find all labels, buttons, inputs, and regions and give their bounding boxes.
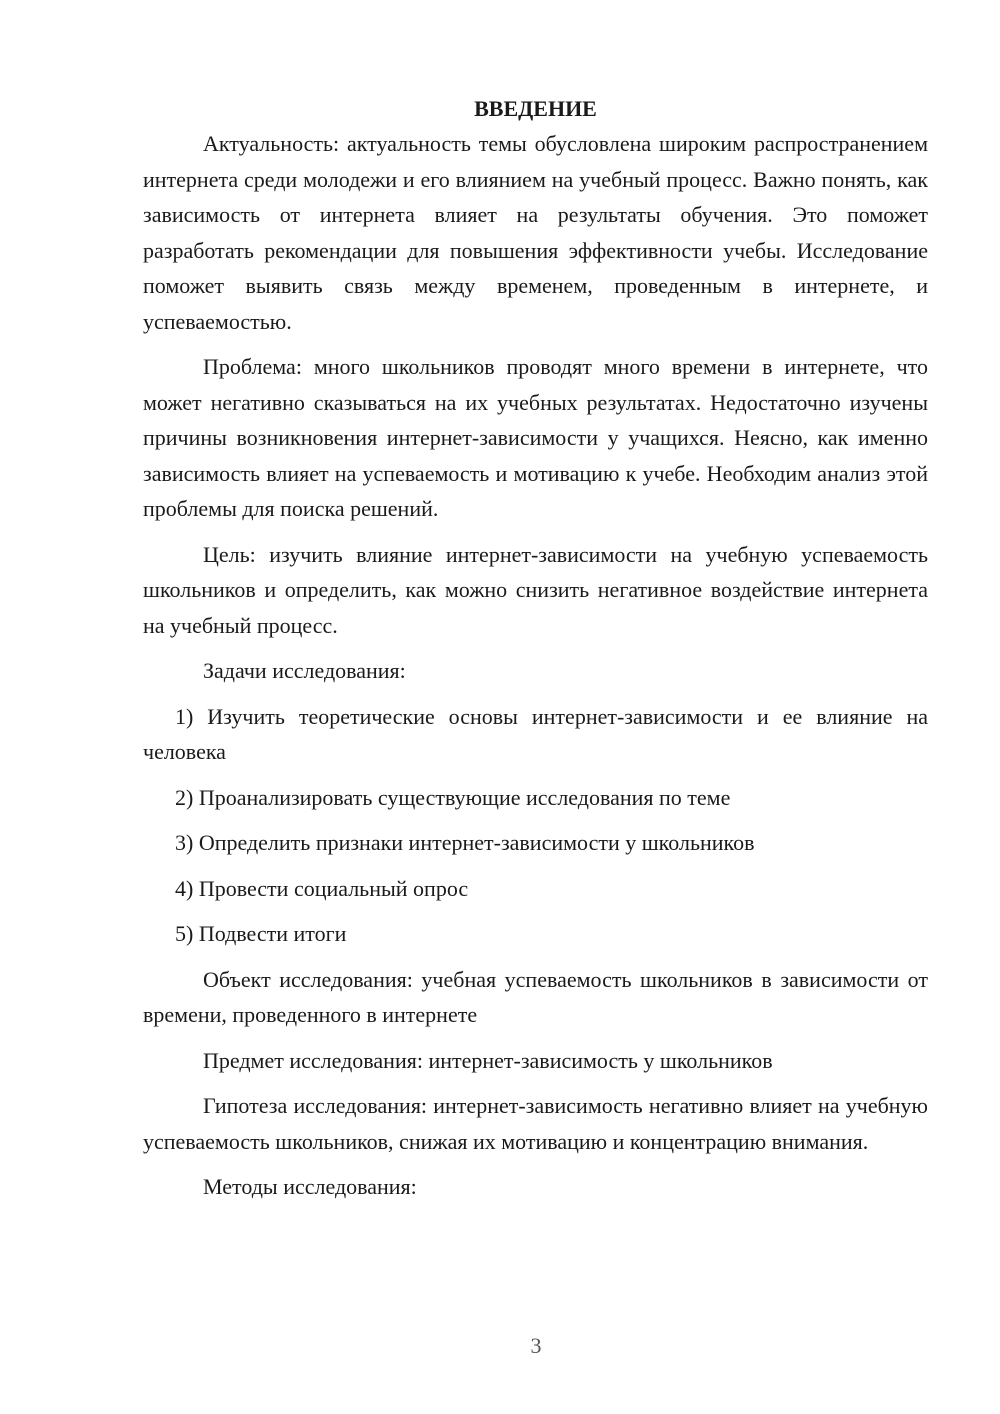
section-heading: ВВЕДЕНИЕ [474,96,597,121]
task-item: 4) Провести социальный опрос [175,875,469,901]
tasks-heading: Задачи исследования: [203,658,406,683]
document-page [143,92,928,1215]
page-number: 3 [530,1333,542,1358]
task-item: 3) Определить признаки интернет-зависимости у школьников [175,830,755,855]
problem-paragraph: Проблема: много школьников проводят много времени в интернете, что может негативно сказываться на их учебных результатах. Недостаточно изучены причины возникновения интернет-зависимости у учащихся. Неясно, как именно зависимость влияет на успеваемость и мотивацию к учебе. Необходим анализ этой проблемы для поиска решений. [143,354,928,521]
task-item: 5) Подвести итоги [175,921,347,946]
goal-paragraph: Цель: изучить влияние интернет-зависимости на учебную успеваемость школьников и определить, как можно снизить негативное воздействие интернета на учебный процесс. [143,541,928,638]
task-item: 2) Проанализировать существующие исследования по теме [175,784,731,810]
subject-paragraph: Предмет исследования: интернет-зависимость у школьников [203,1047,773,1073]
task-item: 1) Изучить теоретические основы интернет-зависимости и ее влияние на человека [143,703,928,764]
methods-heading: Методы исследования: [203,1174,417,1199]
relevance-paragraph: Актуальность: актуальность темы обусловлена широким распространением интернета среди молодежи и его влиянием на учебный процесс. Важно понять, как зависимость от интернета влияет на результаты обучения. Это поможет разработать рекомендации для повышения эффективности учебы. Исследование поможет выявить связь между временем, проведенным в интернете, и успеваемостью. [143,131,928,334]
object-paragraph: Объект исследования: учебная успеваемость школьников в зависимости от времени, проведенного в интернете [143,966,928,1027]
hypothesis-paragraph: Гипотеза исследования: интернет-зависимость негативно влияет на учебную успеваемость школьников, снижая их мотивацию и концентрацию внимания. [143,1093,928,1154]
